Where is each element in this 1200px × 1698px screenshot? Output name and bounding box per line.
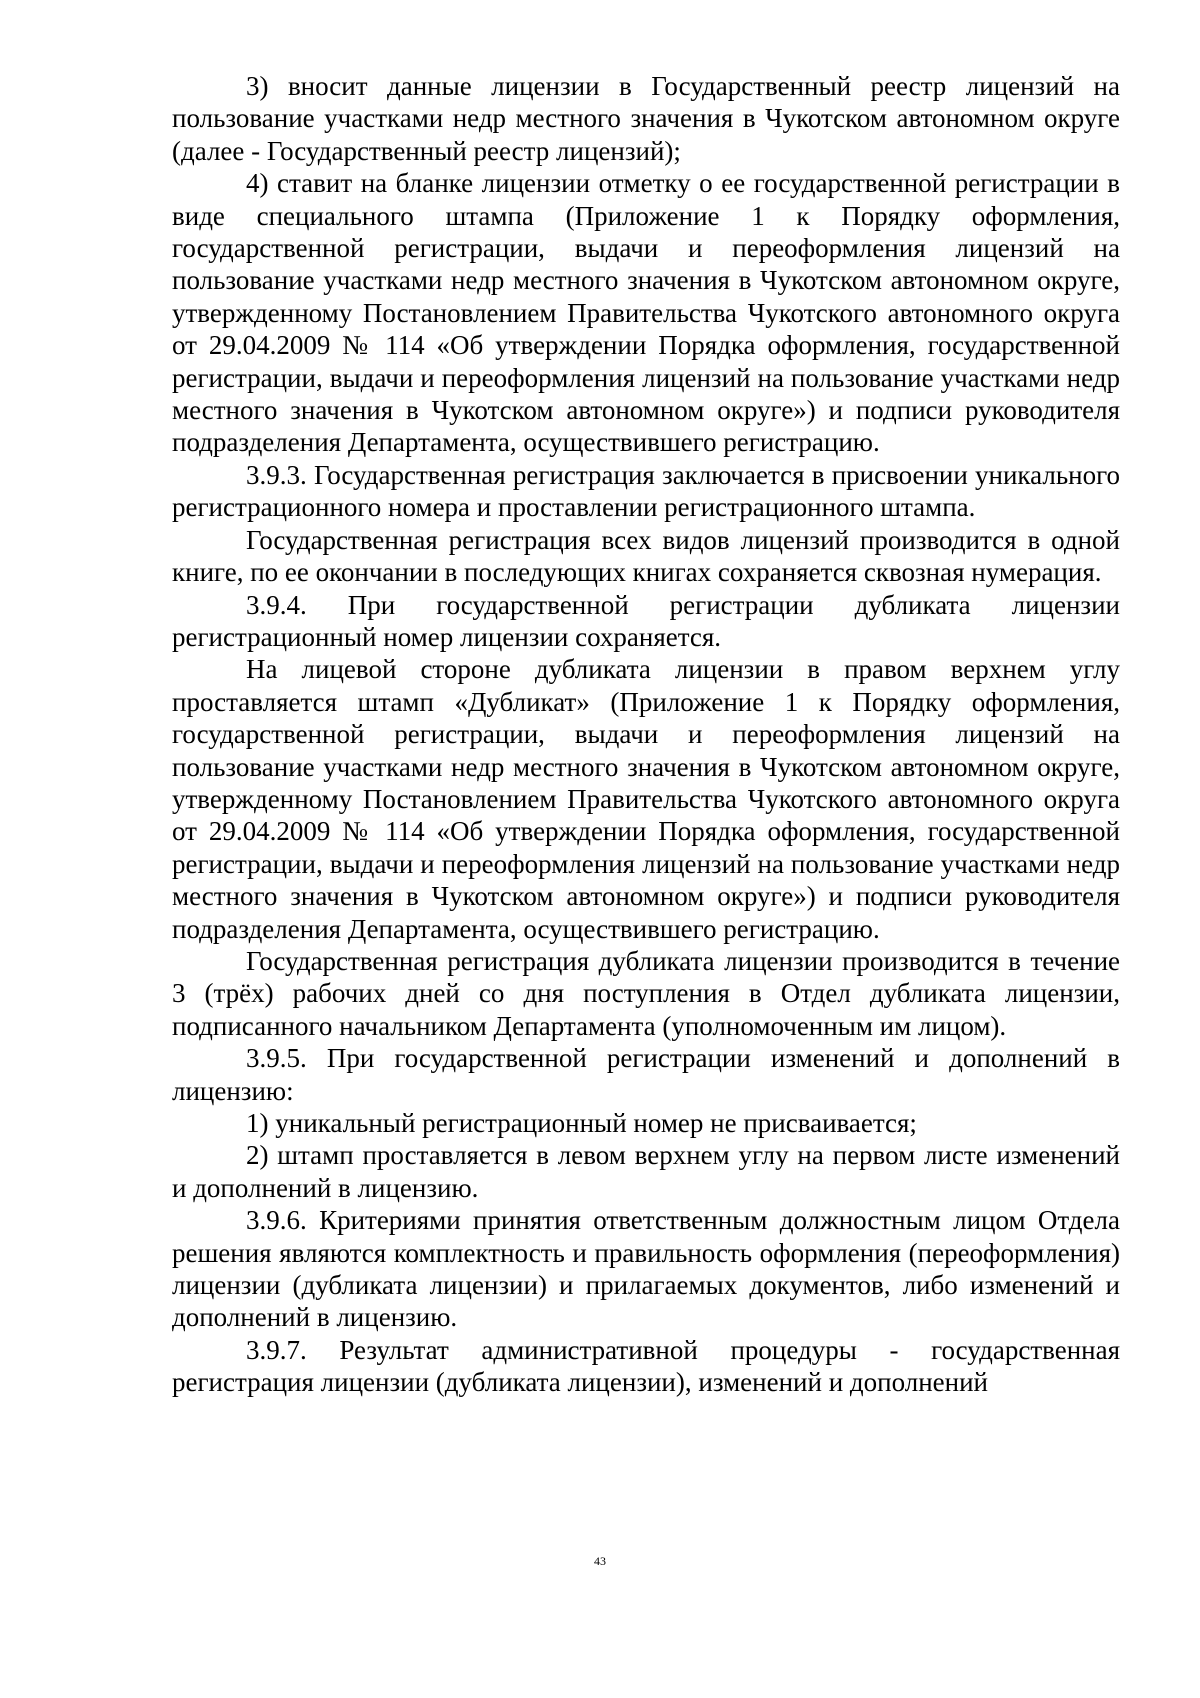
paragraph-3-9-3: 3.9.3. Государственная регистрация заключается в присвоении уникального регистрационного номера и проставлении регистрационного штампа. — [172, 459, 1120, 523]
paragraph-3-9-7: 3.9.7. Результат административной процедуры - государственная регистрация лицензии (дубликата лицензии), изменений и дополнений — [172, 1334, 1120, 1398]
document-body — [172, 70, 1120, 1399]
paragraph-3-9-5: 3.9.5. При государственной регистрации изменений и дополнений в лицензию: — [172, 1043, 1120, 1106]
paragraph-item-1: 1) уникальный регистрационный номер не присваивается; — [246, 1108, 917, 1138]
paragraph-duplicate-stamp: На лицевой стороне дубликата лицензии в правом верхнем углу проставляется штамп «Дубликат» (Приложение 1 к Порядку оформления, государственной регистрации, выдачи и переоформления лицензий на пользование участками недр местного значения в Чукотском автономном округе, утвержденному Постановлением Правительства Чукотского автономного округа от 29.04.2009 № 114 «Об утверждении Порядка оформления, государственной регистрации, выдачи и переоформления лицензий на пользование участками недр местного значения в Чукотском автономном округе») и подписи руководителя подразделения Департамента, осуществившего регистрацию. — [172, 654, 1120, 944]
paragraph-registration-book: Государственная регистрация всех видов лицензий производится в одной книге, по ее окончании в последующих книгах сохраняется сквозная нумерация. — [172, 524, 1120, 588]
paragraph-item-2: 2) штамп проставляется в левом верхнем углу на первом листе изменений и дополнений в лицензию. — [172, 1140, 1120, 1203]
paragraph-item-3: 3) вносит данные лицензии в Государственный реестр лицензий на пользование участками недр местного значения в Чукотском автономном округе (далее - Государственный реестр лицензий); — [172, 71, 1120, 166]
paragraph-item-4: 4) ставит на бланке лицензии отметку о ее государственной регистрации в виде специального штампа (Приложение 1 к Порядку оформления, государственной регистрации, выдачи и переоформления лицензий на пользование участками недр местного значения в Чукотском автономном округе, утвержденному Постановлением Правительства Чукотского автономного округа от 29.04.2009 № 114 «Об утверждении Порядка оформления, государственной регистрации, выдачи и переоформления лицензий на пользование участками недр местного значения в Чукотском автономном округе») и подписи руководителя подразделения Департамента, осуществившего регистрацию. — [172, 168, 1120, 458]
page-number: 43 — [594, 1554, 606, 1568]
paragraph-3-9-4: 3.9.4. При государственной регистрации дубликата лицензии регистрационный номер лицензии сохраняется. — [172, 589, 1120, 652]
paragraph-duplicate-term: Государственная регистрация дубликата лицензии производится в течение 3 (трёх) рабочих дней со дня поступления в Отдел дубликата лицензии, подписанного начальником Департамента (уполномоченным им лицом). — [172, 945, 1120, 1041]
paragraph-3-9-6: 3.9.6. Критериями принятия ответственным должностным лицом Отдела решения являются комплектность и правильность оформления (переоформления) лицензии (дубликата лицензии) и прилагаемых документов, либо изменений и дополнений в лицензию. — [172, 1205, 1120, 1333]
